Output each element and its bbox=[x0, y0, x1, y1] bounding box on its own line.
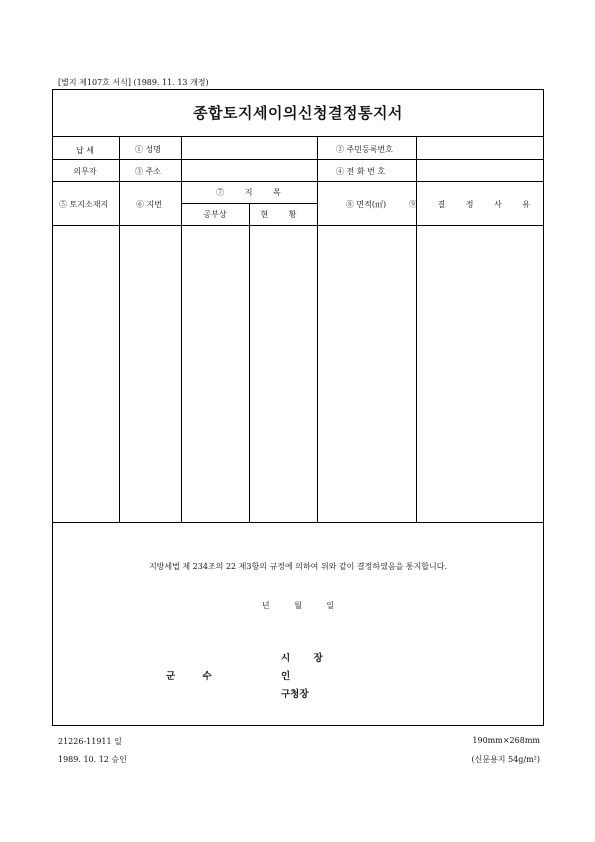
county-head-title: 군 수 bbox=[166, 671, 224, 682]
land-category-header: ⑦ 지 목 bbox=[216, 188, 290, 197]
phone-label: ④ 전 화 번 호 bbox=[336, 167, 386, 176]
approval-date: 1989. 10. 12 승인 bbox=[58, 755, 127, 764]
area-header: ⑧ 면적(㎡) bbox=[345, 200, 387, 209]
decision-reason-header: ⑨ 결 정 사 유 bbox=[408, 200, 540, 209]
address-label: ③ 주소 bbox=[135, 167, 161, 176]
header-bottom-line bbox=[52, 225, 544, 226]
form-reference-note: [별지 제107호 서식] (1989. 11. 13 개정) bbox=[58, 78, 209, 87]
col-line-taxpayer-label bbox=[119, 137, 120, 181]
form-title: 종합토지세이의신청결정통지서 bbox=[52, 89, 544, 137]
col-line-name-label bbox=[181, 137, 182, 181]
col-line-location bbox=[119, 181, 120, 522]
taxpayer-label-bottom: 의무자 bbox=[73, 167, 97, 176]
district-head-title: 구청장 bbox=[281, 689, 309, 700]
taxpayer-label-top: 납 세 bbox=[76, 146, 94, 155]
col-line-area bbox=[416, 181, 417, 522]
form-frame bbox=[52, 89, 544, 726]
legal-notice-text: 지방세법 제 234조의 22 제3항의 규정에 의하여 위와 같이 결정하였음을 통지합니다. bbox=[148, 562, 448, 571]
form-code: 21226-11911 일 bbox=[58, 737, 122, 746]
official-record-header: 공부상 bbox=[203, 210, 227, 219]
lot-number-header: ⑥ 지번 bbox=[136, 200, 162, 209]
col-line-name-value bbox=[317, 137, 318, 181]
name-label: ① 성명 bbox=[135, 145, 161, 154]
resident-number-label: ② 주민등록번호 bbox=[336, 145, 393, 154]
mayor-title: 시 장 bbox=[281, 653, 333, 664]
seal-mark: 인 bbox=[281, 671, 291, 682]
col-line-lot-no bbox=[181, 181, 182, 522]
paper-spec: (신문용지 54g/m²) bbox=[471, 755, 540, 764]
row-divider-1 bbox=[52, 159, 544, 160]
table-bottom-line bbox=[52, 522, 544, 523]
col-line-official bbox=[249, 203, 250, 522]
date-line: 년 월 일 bbox=[261, 601, 335, 610]
current-state-header: 현 황 bbox=[260, 210, 306, 219]
col-line-resident-label bbox=[416, 137, 417, 181]
row-divider-2 bbox=[52, 181, 544, 182]
paper-size: 190mm×268mm bbox=[472, 736, 540, 745]
location-header: ⑤ 토지소재지 bbox=[59, 200, 109, 209]
col-line-current bbox=[317, 181, 318, 522]
